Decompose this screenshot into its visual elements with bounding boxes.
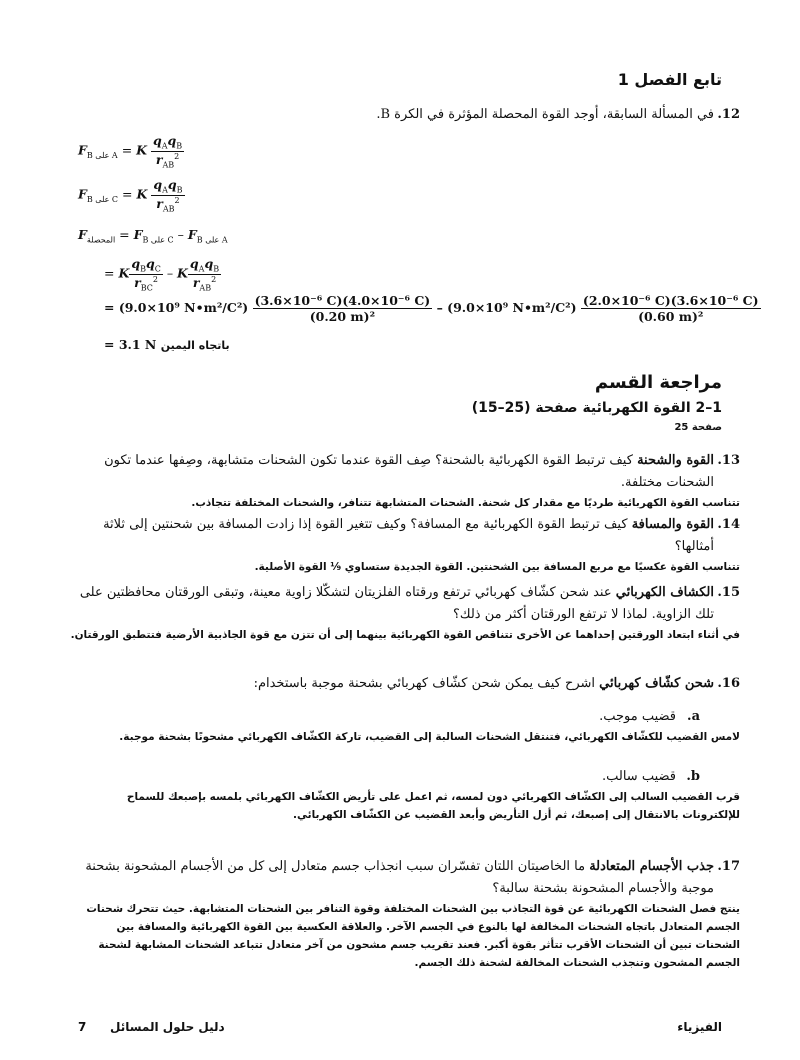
question-number: 17. <box>717 859 740 874</box>
question-16b <box>70 766 740 824</box>
question-13 <box>70 450 740 512</box>
question-number: 15. <box>717 585 740 600</box>
question-14 <box>70 514 740 576</box>
answer: تتناسب القوة عكسيًا مع مربع المسافة بين الشحنتين. القوة الجديدة ستساوي ⅑ القوة الأصلية. <box>254 561 740 573</box>
question-number: 16. <box>717 676 740 691</box>
equation-3: $F_{المحصلة} = F_{B على C} - F_{B على A}$ <box>78 227 228 245</box>
question-15 <box>70 582 740 644</box>
equation-1: $F_{B على A} = K$ $\frac{q_Aq_B}{r_{AB}^2}$ <box>78 133 183 170</box>
answer: في أثناء ابتعاد الورقتين إحداهما عن الأخرى تتناقص القوة الكهربائية بينهما إلى أن تتزن مع قوة الجاذبية الأرضية فتتطبق الورقتان. <box>70 629 740 641</box>
question-12 <box>70 104 740 126</box>
answer: لامس القضيب للكشّاف الكهربائي، فتنتقل الشحنات السالبة إلى القضيب، تاركة الكشّاف الكهربائي مشحونًا بشحنة موجبة. <box>119 731 740 743</box>
page-number: 7 <box>78 1020 87 1034</box>
section-page: صفحة 25 <box>674 422 722 433</box>
question-text: في المسألة السابقة، أوجد القوة المحصلة المؤثرة في الكرة B. <box>376 107 714 122</box>
equation-4: = K $\frac{q_Bq_C}{r_{BC}^2}$ – K $\frac{q_Aq_B}{r_{AB}^2}$ <box>104 256 220 293</box>
answer: ينتج فصل الشحنات الكهربائية عن قوة التجاذب بين الشحنات المختلفة وقوة التنافر بين الشحنات المتشابهة. حيث تتحرك شحنات الجسم المتعادل باتجاه الشحنات المخالفة لها بالنوع في الجسم الآخر. والعلاقة العكسية بين القوة الكهربائية والمسافة بين الشحنات تبين أن الشحنات الأقرب تتأثر بقوة أكبر. فعند تقريب جسم مشحون من آخر متعادل تتباعد الشحنات المشابهة لشحنة الجسم المشحون وتنجذب الشحنات المخالفة لشحنة ذلك الجسم. <box>86 903 740 969</box>
question-16a <box>70 706 740 746</box>
question-16 <box>70 673 740 695</box>
question-term: القوة والشحنة <box>637 453 714 468</box>
question-term: الكشاف الكهربائي <box>615 585 714 600</box>
question-term: شحن كشّاف كهربائي <box>599 676 714 691</box>
subquestion-letter: a. <box>687 709 700 724</box>
section-subtitle: 1–2 القوة الكهربائية صفحة (25–15) <box>471 400 722 416</box>
question-term: القوة والمسافة <box>631 517 714 532</box>
equation-2: $F_{B على C} = K$ $\frac{q_Aq_B}{r_{AB}^2}$ <box>78 177 183 214</box>
subject-name: الفيزياء <box>677 1020 722 1034</box>
subquestion-letter: b. <box>686 769 700 784</box>
book-title: دليل حلول المسائل <box>110 1020 225 1034</box>
question-17 <box>70 856 740 972</box>
equation-result: = 3.1 N باتجاه اليمين <box>104 337 230 352</box>
question-text: اشرح كيف يمكن شحن كشّاف كهربائي بشحنة موجبة باستخدام: <box>253 676 600 691</box>
answer: تتناسب القوة الكهربائية طرديًا مع مقدار كل شحنة. الشحنات المتشابهة تتنافر، والشحنات المختلفة تتجاذب. <box>191 497 740 509</box>
question-text: كيف ترتبط القوة الكهربائية مع المسافة؟ وكيف تتغير القوة إذا زادت المسافة بين شحنتين إلى ثلاثة أمثالها؟ <box>103 517 714 554</box>
subquestion-text: قضيب سالب. <box>601 769 676 784</box>
question-number: 12. <box>717 107 740 122</box>
answer: قرب القضيب السالب إلى الكشّاف الكهربائي دون لمسه، ثم اعمل على تأريض الكشّاف الكهربائي بلمسه بإصبعك للسماح للإلكترونات بالانتقال إلى إصبعك، ثم أزل التأريض وأبعد القضيب عن الكشّاف الكهربائي. <box>126 791 740 821</box>
equation-5: = (9.0×10⁹ N•m²/C²) $\frac{\text{(3.6×10⁻⁶ C)(4.0×10⁻⁶ C)}}{\text{(0.20 m)²}}$ – (9.0×10⁹ N•m²/C²) $\frac{\text{(2.0×10⁻⁶ C)(3.6×10⁻⁶ C)}}{\text{(0.60 m)²}}$ <box>104 293 759 324</box>
question-number: 14. <box>717 517 740 532</box>
question-text: عند شحن كشّاف كهربائي ترتفع ورقتاه الفلزيتان لتشكّلا زاوية معينة، وتبقى الورقتان محافظتين على تلك الزاوية. لماذا لا ترتفع الورقتان أكثر من ذلك؟ <box>79 585 714 622</box>
question-text: كيف ترتبط القوة الكهربائية بالشحنة؟ صِف القوة عندما تكون الشحنات متشابهة، وصِفها عندما تكون الشحنات مختلفة. <box>104 453 714 490</box>
section-title: مراجعة القسم <box>594 372 722 393</box>
subquestion-text: قضيب موجب. <box>599 709 676 724</box>
chapter-continuation: تابع الفصل 1 <box>617 70 722 89</box>
question-number: 13. <box>717 453 740 468</box>
question-term: جذب الأجسام المتعادلة <box>589 859 714 874</box>
question-text: ما الخاصيتان اللتان تفسّران سبب انجذاب جسم متعادل إلى كل من الأجسام المشحونة بشحنة موجبة والأجسام المشحونة بشحنة سالبة؟ <box>85 859 714 896</box>
